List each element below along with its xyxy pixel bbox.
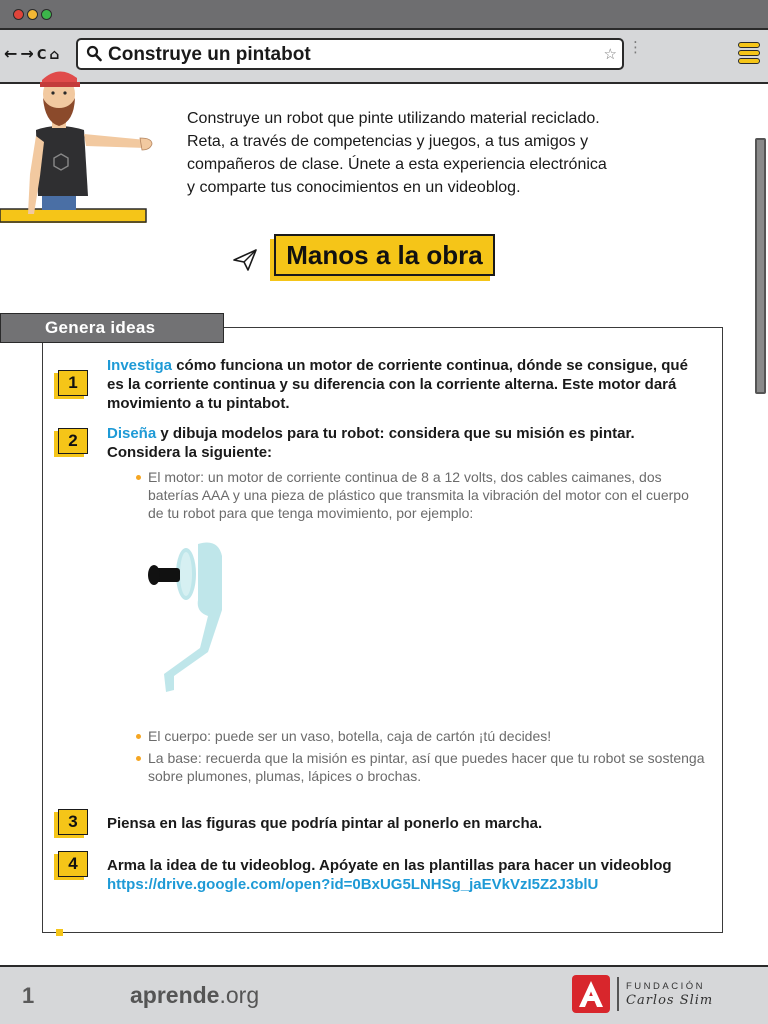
step-1-text: Investiga cómo funciona un motor de corriente continua, dónde se consigue, qué es la corriente continua y su diferencia con la corriente alterna. Este motor dará movimiento a tu pintabot. [107,357,688,412]
cta-group [232,234,502,284]
motor-bullet-list [136,468,706,526]
foundation-logo-icon [572,975,610,1013]
list-item: El cuerpo: puede ser un vaso, botella, caja de cartón ¡tú decides! [136,727,706,745]
step-1-badge: 1 [56,370,88,399]
page-number: 1 [22,983,35,1008]
star-icon[interactable]: ☆ [603,45,617,63]
minimize-window-button[interactable] [27,9,38,20]
page-footer [0,965,768,1024]
window-titlebar [0,0,768,30]
motor-icon [146,540,236,696]
step-2-keyword: Diseña [107,425,157,442]
address-text[interactable]: Construye un pintabot [108,44,311,65]
home-icon[interactable]: ⌂ [49,47,61,63]
manos-a-la-obra-button[interactable]: Manos a la obra [274,234,495,276]
maximize-window-button[interactable] [41,9,52,20]
step-2-badge: 2 [56,428,88,457]
panel-corner-marker [56,929,63,936]
ideas-panel [42,327,723,933]
nav-controls [4,44,62,63]
paper-plane-icon [232,248,258,272]
step-3-badge: 3 [56,809,88,838]
step-4-text: Arma la idea de tu videoblog. Apóyate en las plantillas para hacer un videoblog https://drive.google.com/open?id=0BxUG5LNHSg_jaEVkVzI5Z2J3blU [107,857,672,893]
kebab-menu-icon[interactable]: ⋮ [628,38,643,56]
forward-arrow-icon[interactable]: → [20,44,35,63]
page-scrollbar[interactable] [755,138,766,394]
list-item: La base: recuerda que la misión es pintar, así que puedes hacer que tu robot se sostenga sobre plumones, plumas, lápices o brochas. [136,749,706,785]
step-2-text: Diseña y dibuja modelos para tu robot: considera que su misión es pintar. Considera la siguiente: [107,425,635,461]
presenter-character-illustration [0,64,160,234]
back-arrow-icon[interactable]: ← [4,44,19,63]
foundation-label: FUNDACIÓN [626,981,705,992]
menu-icon[interactable] [738,42,760,66]
aprende-logo: aprende.org [130,982,260,1008]
foundation-signature: Carlos Slim [626,993,714,1008]
intro-paragraph: Construye un robot que pinte utilizando material reciclado. Reta, a través de competencias y juegos, a tus amigos y compañeros de clase. Únete a esta experiencia electrónica y comparte tus conocimientos en un videoblog. [187,110,607,196]
close-window-button[interactable] [13,9,24,20]
videoblog-template-link[interactable]: https://drive.google.com/open?id=0BxUG5LNHSg_jaEVkVzI5Z2J3blU [107,876,599,893]
list-item: El motor: un motor de corriente continua de 8 a 12 volts, dos cables caimanes, dos baterías AAA y una pieza de plástico que transmita la vibración del motor con el cuerpo de tu robot para que tenga movimiento, por ejemplo: [136,468,706,522]
body-base-bullet-list [136,727,706,789]
step-4-badge: 4 [56,851,88,880]
reload-icon[interactable]: C [36,48,48,63]
step-1-keyword: Investiga [107,357,173,374]
step-3-text: Piensa en las figuras que podría pintar al ponerlo en marcha. [107,815,543,832]
search-icon [86,45,102,63]
section-title: Genera ideas [0,313,224,343]
footer-divider [617,977,619,1011]
